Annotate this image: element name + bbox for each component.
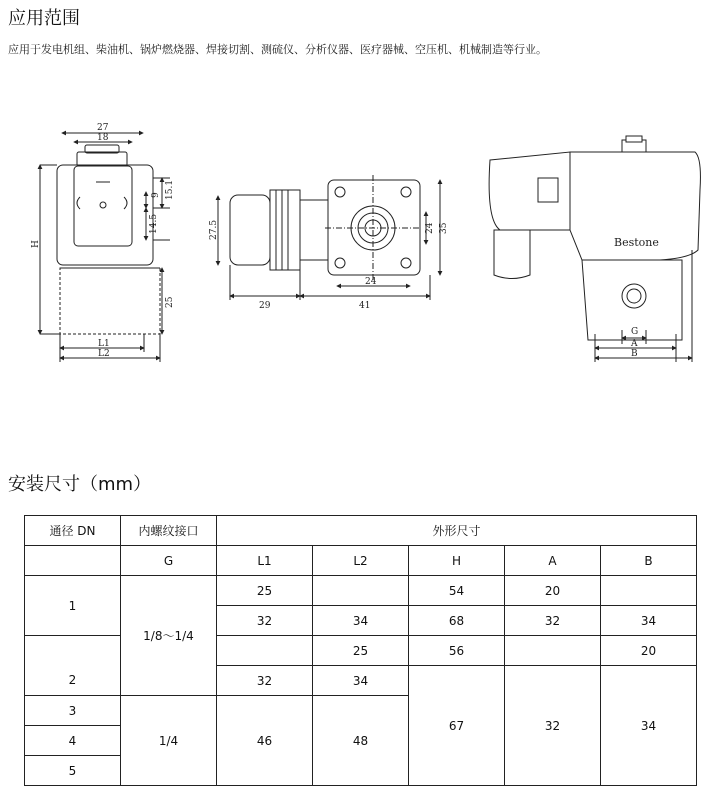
dim-label-b: B — [631, 349, 638, 359]
header-l2: L2 — [313, 546, 409, 576]
dim-label-24-vertical: 24 — [425, 222, 435, 234]
table-cell — [217, 636, 313, 666]
merged-b-cell: 34 — [601, 666, 697, 786]
merged-l1-cell: 46 — [217, 696, 313, 786]
table-cell: 34 — [313, 606, 409, 636]
table-cell: 25 — [217, 576, 313, 606]
top-view-drawing — [218, 175, 440, 300]
dim-label-l2: L2 — [98, 349, 110, 359]
table-row — [25, 576, 697, 606]
header-b: B — [601, 546, 697, 576]
merged-a-cell: 32 — [505, 666, 601, 786]
table-cell: 20 — [505, 576, 601, 606]
dim-label-27: 27 — [97, 123, 109, 133]
table-cell — [601, 576, 697, 606]
table-cell: 32 — [217, 666, 313, 696]
dim-label-35: 35 — [439, 222, 449, 234]
table-cell: 34 — [601, 606, 697, 636]
brand-label: Bestone — [614, 236, 659, 249]
merged-l2-cell: 48 — [313, 696, 409, 786]
isometric-view-drawing — [489, 136, 700, 362]
section-title-application: 应用范围 — [8, 8, 80, 29]
dn-cell: 4 — [25, 726, 121, 756]
header-dn: 通径 DN — [25, 516, 121, 546]
dim-label-g: G — [631, 327, 639, 337]
table-cell: 34 — [313, 666, 409, 696]
dim-label-9: 9 — [151, 192, 161, 198]
header-h: H — [409, 546, 505, 576]
table-cell — [505, 636, 601, 666]
dim-label-h: H — [31, 240, 41, 248]
dn-cell: 2 — [25, 636, 121, 696]
header-outline: 外形尺寸 — [217, 516, 697, 546]
dn-cell: 5 — [25, 756, 121, 786]
table-cell: 54 — [409, 576, 505, 606]
table-cell: 68 — [409, 606, 505, 636]
table-cell: 32 — [505, 606, 601, 636]
dim-label-29: 29 — [259, 301, 271, 311]
dim-label-15-1: 15.1 — [165, 179, 175, 200]
section-title-dimensions: 安装尺寸（mm） — [8, 474, 152, 495]
dim-label-14-5: 14.5 — [149, 213, 159, 234]
dim-label-a: A — [631, 339, 638, 349]
dim-label-41: 41 — [359, 301, 371, 311]
technical-drawings — [0, 100, 704, 390]
dn-cell: 1 — [25, 576, 121, 636]
dim-label-24-horizontal: 24 — [365, 277, 377, 287]
dimensions-table — [24, 515, 697, 786]
table-row — [25, 516, 697, 546]
g-cell: 1/8～1/4 — [121, 576, 217, 696]
header-a: A — [505, 546, 601, 576]
dim-label-18: 18 — [97, 133, 109, 143]
table-cell: 56 — [409, 636, 505, 666]
dim-label-27-5: 27.5 — [209, 219, 219, 240]
table-cell: 32 — [217, 606, 313, 636]
table-row — [25, 546, 697, 576]
dim-label-l1: L1 — [98, 339, 110, 349]
dim-label-25: 25 — [165, 296, 175, 308]
header-l1: L1 — [217, 546, 313, 576]
table-cell — [25, 546, 121, 576]
header-g: G — [121, 546, 217, 576]
application-text: 应用于发电机组、柴油机、锅炉燃烧器、焊接切割、测硫仪、分析仪器、医疗器械、空压机、机械制造等行业。 — [8, 43, 547, 56]
table-cell — [313, 576, 409, 606]
side-view-drawing — [40, 133, 170, 362]
table-cell: 20 — [601, 636, 697, 666]
g-cell: 1/4 — [121, 696, 217, 786]
dn-cell: 3 — [25, 696, 121, 726]
table-cell: 25 — [313, 636, 409, 666]
merged-h-cell: 67 — [409, 666, 505, 786]
header-thread: 内螺纹接口 — [121, 516, 217, 546]
